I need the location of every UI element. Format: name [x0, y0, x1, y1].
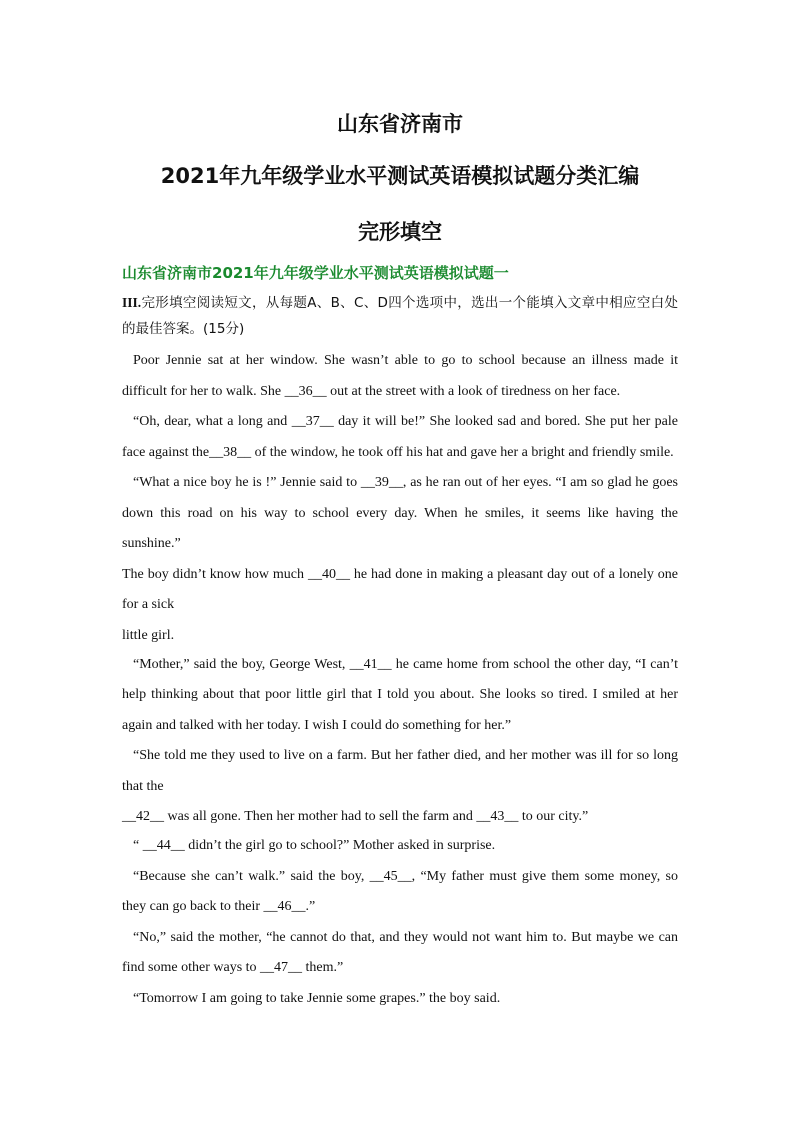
section-heading: 山东省济南市2021年九年级学业水平测试英语模拟试题一: [122, 264, 509, 282]
paragraph: “No,” said the mother, “he cannot do that, and they would not want him to. But maybe we can find some other ways to __47__ them.”: [122, 929, 678, 975]
title-section-type: 完形填空: [358, 220, 442, 244]
paragraph: __42__ was all gone. Then her mother had to sell the farm and __43__ to our city.”: [122, 809, 589, 824]
passage-body: [122, 290, 678, 1014]
paragraph: “She told me they used to live on a farm. But her father died, and her mother was ill for so long that the: [122, 748, 678, 794]
paragraph: little girl.: [122, 627, 175, 643]
title-region: 山东省济南市: [337, 112, 463, 136]
instruction-text: 完形填空阅读短文，从每题A、B、C、D四个选项中，选出一个能填入文章中相应空白处的最佳答案。(15分): [122, 295, 678, 337]
instruction-number: III.: [122, 295, 142, 310]
paragraph: Poor Jennie sat at her window. She wasn’t able to go to school because an illness made it difficult for her to walk. She __36__ out at the street with a look of tiredness on her face.: [122, 353, 678, 399]
paragraph: “Because she can’t walk.” said the boy, __45__, “My father must give them some money, so they can go back to their __46__.”: [122, 868, 678, 914]
paragraph: “Oh, dear, what a long and __37__ day it will be!” She looked sad and bored. She put her pale face against the__38__ of the window, he took off his hat and gave her a bright and friendly smile.: [122, 414, 678, 460]
paragraph: “ __44__ didn’t the girl go to school?” Mother asked in surprise.: [133, 838, 496, 853]
paragraph: “Tomorrow I am going to take Jennie some grapes.” the boy said.: [133, 990, 501, 1006]
paragraph: “Mother,” said the boy, George West, __41__ he came home from school the other day, “I can’t help thinking about that poor little girl that I told you about. She looks so tired. I smiled at her again and talked with her today. I wish I could do something for her.”: [122, 656, 678, 733]
instruction: [122, 290, 678, 342]
paragraph: The boy didn’t know how much __40__ he had done in making a pleasant day out of a lonely one for a sick: [122, 566, 678, 612]
title-collection: 2021年九年级学业水平测试英语模拟试题分类汇编: [160, 164, 640, 188]
paragraph: “What a nice boy he is !” Jennie said to __39__, as he ran out of her eyes. “I am so glad he goes down this road on his way to school every day. When he smiles, it seems like having the sunshine.”: [122, 475, 678, 551]
